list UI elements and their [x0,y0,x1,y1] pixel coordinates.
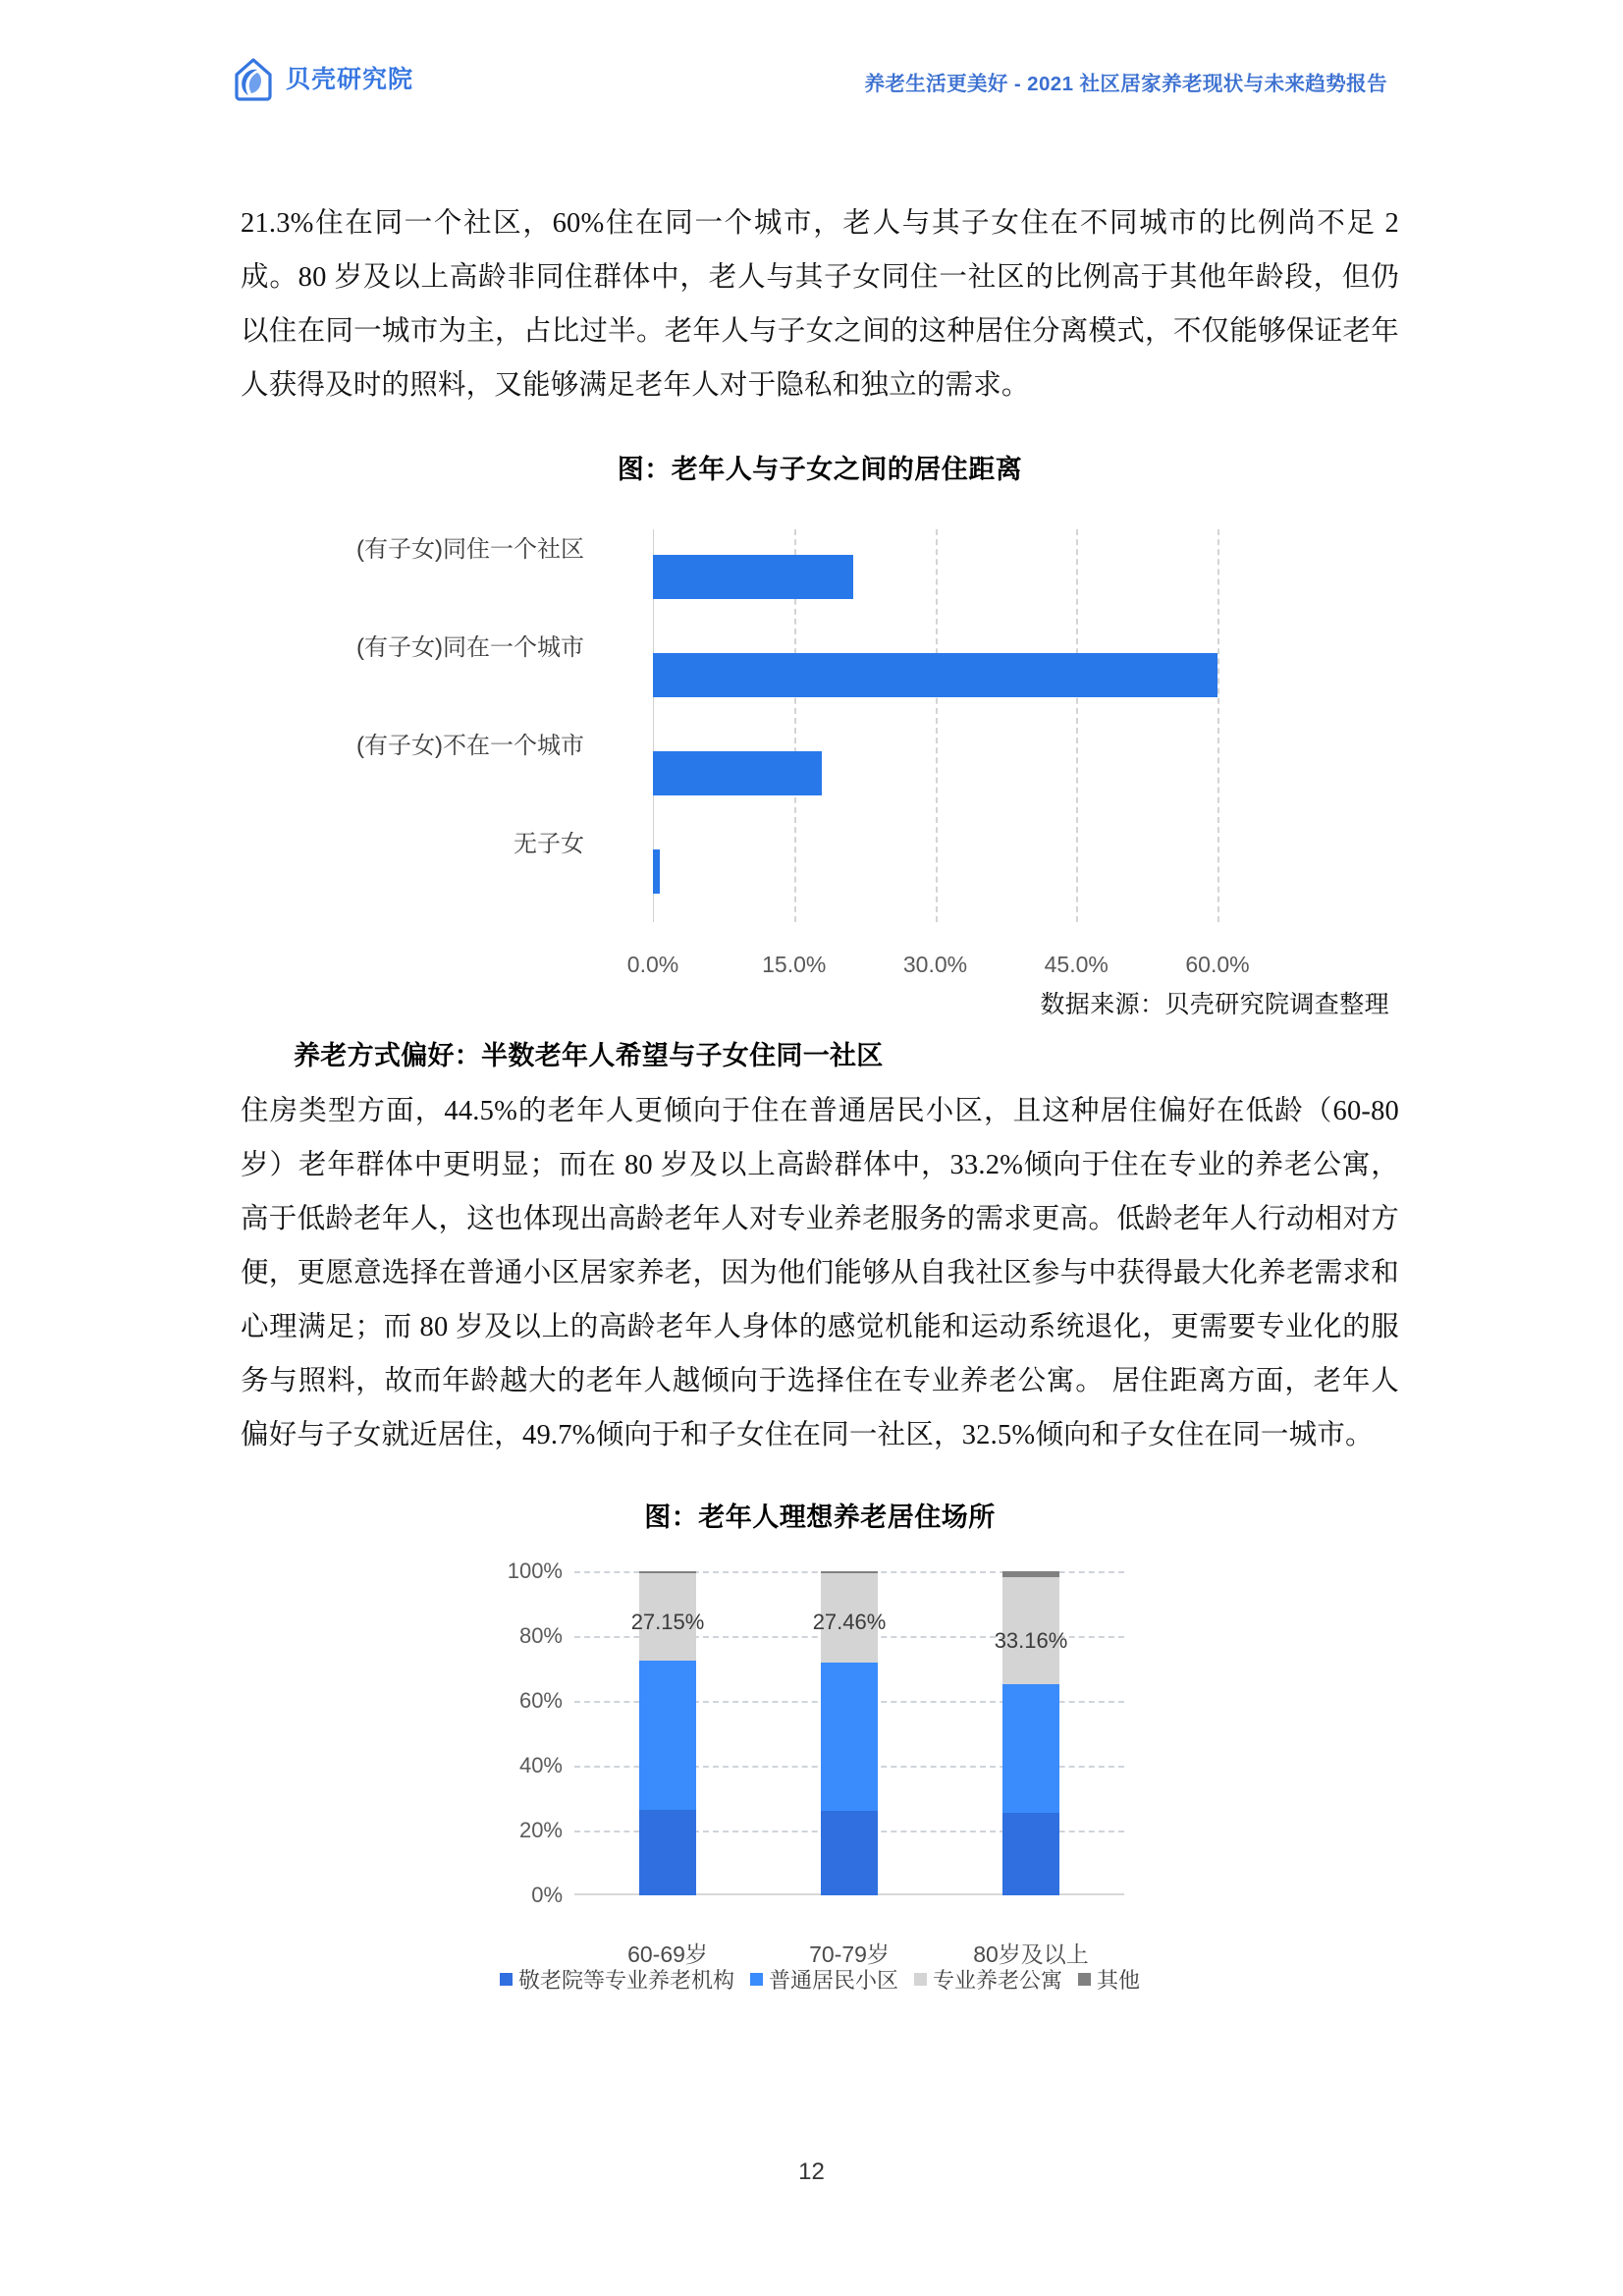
chart2-stacked-column [630,1571,705,1895]
chart1-x-tick: 30.0% [902,952,968,977]
chart1-x-tick: 0.0% [626,952,679,977]
chart1-x-tick: 45.0% [1044,952,1109,977]
chart1-category-label: (有子女)同在一个城市 [356,634,584,661]
chart2-data-label: 27.46% [812,1610,887,1634]
chart2-segment-institution [821,1811,878,1895]
chart2-stacked-column [812,1571,887,1895]
legend-swatch-icon [1078,1973,1091,1986]
header-report-title: 养老生活更美好 - 2021 社区居家养老现状与未来趋势报告 [864,73,1387,95]
chart2-y-tick: 80% [518,1623,563,1648]
chart1-row [514,824,1217,922]
page-number: 12 [798,2159,825,2185]
chart2-y-tick: 60% [518,1688,563,1713]
chart2-x-category: 60-69岁 [627,1941,708,1967]
chart2-x-category: 70-79岁 [809,1941,890,1967]
page-content [241,196,1399,2009]
section-heading: 养老方式偏好：半数老年人希望与子女住同一社区 [294,1041,884,1070]
chart1-row [356,628,1217,726]
chart1-gridline [1217,529,1219,922]
chart2-stacked-column [994,1571,1068,1895]
chart2-plot-area [507,1558,1124,1967]
chart2-segment-ordinary-community [639,1661,696,1810]
chart2-y-tick: 0% [531,1883,563,1907]
chart1-plot-area [356,529,1250,977]
chart2-segment-other [639,1571,696,1573]
chart2-y-tick: 40% [518,1753,563,1777]
chart-ideal-residence [466,1548,1173,2009]
chart1-row [356,726,1217,824]
brand-logo-text: 贝壳研究院 [286,66,414,93]
legend-swatch-icon [914,1973,927,1986]
chart2-segment-other [1002,1571,1059,1577]
figure-1-title: 图：老年人与子女之间的居住距离 [617,455,1023,484]
chart1-x-tick: 60.0% [1185,952,1250,977]
chart1-row [356,529,1217,628]
page-header [0,57,1623,118]
legend-swatch-icon [750,1973,763,1986]
paragraph-living-distance: 21.3%住在同一个社区，60%住在同一个城市，老人与其子女住在不同城市的比例尚不足 2 成。80 岁及以上高龄非同住群体中，老人与其子女同住一社区的比例高于其他年龄段，但仍以住在同一城市为主，占比过半。老年人与子女之间的这种居住分离模式，不仅能够保证老年人获得及时的照料，又能够满足老年人对于隐私和独立的需求。 [241,208,1399,401]
legend-item-institution [500,1964,734,1995]
chart2-y-tick: 20% [518,1818,563,1842]
paragraph-housing-preference: 住房类型方面，44.5%的老年人更倾向于住在普通居民小区，且这种居住偏好在低龄（60-80 岁）老年群体中更明显；而在 80 岁及以上高龄群体中，33.2%倾向于住在专业的养老公寓，高于低龄老年人，这也体现出高龄老年人对专业养老服务的需求更高。低龄老年人行动相对方便，更愿意选择在普通小区居家养老，因为他们能够从自我社区参与中获得最大化养老需求和心理满足；而 80 岁及以上的高龄老年人身体的感觉机能和运动系统退化，更需要专业化的服务与照料，故而年龄越大的老年人越倾向于选择住在专业养老公寓。 居住距离方面，老年人偏好与子女就近居住，49.7%倾向于和子女住在同一社区，32.5%倾向和子女住在同一城市。 [241,1096,1399,1450]
legend-item-senior-apartment [914,1964,1062,1995]
chart1-category-label: (有子女)不在一个城市 [356,733,584,759]
legend-swatch-icon [500,1973,513,1986]
legend-item-ordinary-community [750,1964,898,1995]
legend-item-other [1078,1964,1140,1995]
chart2-y-tick: 100% [507,1558,563,1583]
legend-label: 专业养老公寓 [933,1968,1063,1993]
chart1-category-label: (有子女)同住一个社区 [356,536,584,563]
chart2-segment-other [821,1571,878,1573]
chart2-legend [466,1964,1173,1995]
chart1-bar [653,849,660,894]
chart2-data-label: 33.16% [994,1628,1068,1653]
brand-logo [233,57,413,102]
chart1-bar [653,751,822,795]
chart-living-distance [356,512,1271,977]
chart2-x-category: 80岁及以上 [973,1941,1089,1967]
legend-label: 其他 [1097,1968,1141,1993]
chart2-data-label: 27.15% [630,1610,705,1634]
chart1-category-label: 无子女 [514,831,584,857]
chart1-bar [653,555,853,599]
legend-label: 普通居民小区 [768,1968,898,1993]
chart1-bar [653,653,1217,697]
chart2-segment-institution [639,1810,696,1895]
legend-label: 敬老院等专业养老机构 [517,1968,734,1993]
shell-house-logo-icon [233,57,274,102]
figure-2-title: 图：老年人理想养老居住场所 [644,1503,996,1532]
chart2-segment-ordinary-community [821,1663,878,1811]
figure-1-source: 数据来源：贝壳研究院调查整理 [1040,992,1389,1018]
chart2-segment-ordinary-community [1002,1684,1059,1812]
chart1-x-tick: 15.0% [762,952,827,977]
chart2-segment-institution [1002,1813,1059,1895]
